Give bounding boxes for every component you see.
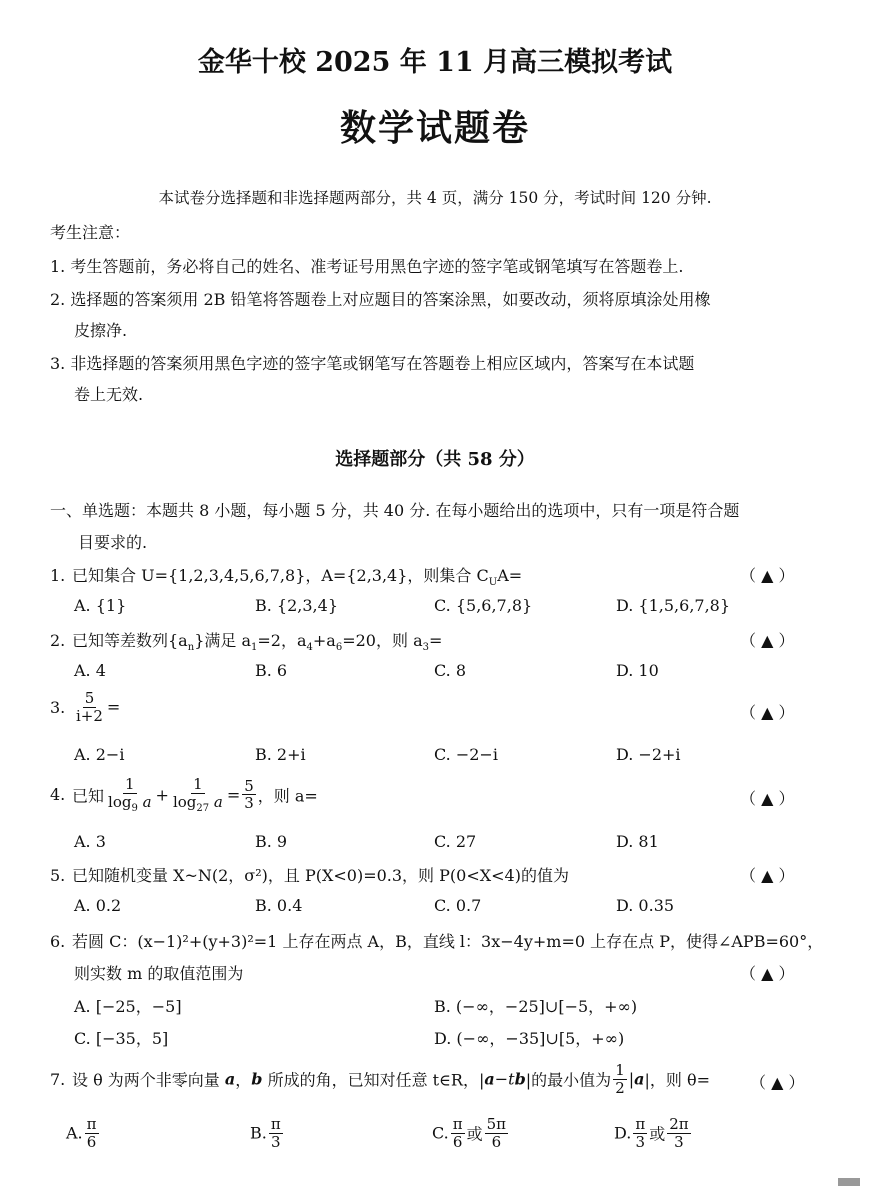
question-number: 4. bbox=[50, 785, 66, 805]
question-7-stem bbox=[50, 1062, 710, 1096]
option-d: D. 81 bbox=[616, 832, 659, 851]
option-c: C. 0.7 bbox=[434, 896, 482, 915]
fraction bbox=[106, 776, 154, 814]
option-label: C. bbox=[432, 1123, 449, 1143]
subscript: U bbox=[488, 577, 498, 589]
vector-a: a bbox=[224, 1069, 236, 1089]
option-c bbox=[432, 1116, 510, 1150]
denominator: i+2 bbox=[76, 706, 103, 725]
question-text: 所成的角，已知对任意 t∈R，| bbox=[262, 1070, 485, 1090]
subscript: 3 bbox=[422, 642, 429, 654]
answer-blank: （ ▲ ） bbox=[740, 866, 795, 885]
log-text: log bbox=[172, 792, 197, 811]
notice-item-continued: 卷上无效. bbox=[74, 385, 144, 404]
notice-item: 2. 选择题的答案须用 2B 铅笔将答题卷上对应题目的答案涂黑，如要改动，须将原填涂处用橡 bbox=[50, 290, 711, 309]
question-text: 已知随机变量 X~N(2，σ²)，且 P(X<0)=0.3，则 P(0<X<4)的值为 bbox=[72, 866, 569, 885]
question-5-stem bbox=[50, 863, 569, 886]
question-text: = bbox=[429, 631, 443, 650]
operator: + bbox=[155, 785, 169, 805]
notice-item: 1. 考生答题前，务必将自己的姓名、准考证号用黑色字迹的签字笔或钢笔填写在答题卷上. bbox=[50, 257, 684, 276]
question-number: 6. bbox=[50, 932, 66, 951]
denominator: 6 bbox=[86, 1132, 97, 1151]
numerator: 5 bbox=[244, 776, 254, 795]
question-3-stem bbox=[50, 690, 120, 724]
denominator: 3 bbox=[271, 1132, 281, 1151]
subscript: 27 bbox=[196, 802, 210, 814]
question-number: 7. bbox=[50, 1069, 66, 1089]
option-a: A. 4 bbox=[74, 661, 106, 680]
option-d: D. 0.35 bbox=[616, 896, 675, 915]
option-c: C. [−35，5] bbox=[74, 1029, 169, 1048]
question-text: +a bbox=[312, 631, 336, 650]
denominator: 6 bbox=[491, 1132, 502, 1151]
option-c: C. {5,6,7,8} bbox=[434, 596, 533, 615]
subscript: 4 bbox=[306, 642, 313, 654]
answer-blank: （ ▲ ） bbox=[750, 1073, 805, 1092]
option-a bbox=[66, 1116, 101, 1150]
denominator: 2 bbox=[615, 1078, 625, 1097]
option-a: A. {1} bbox=[74, 596, 127, 615]
question-text: }满足 a bbox=[194, 631, 251, 650]
question-text: =2，a bbox=[257, 631, 307, 650]
watermark-logo bbox=[838, 1178, 860, 1186]
question-text: 若圆 C：(x−1)²+(y+3)²=1 上存在两点 A，B，直线 l：3x−4y+m=0 上存在点 P，使得∠APB=60°， bbox=[72, 932, 824, 951]
fraction bbox=[242, 778, 256, 812]
subscript: n bbox=[187, 642, 195, 654]
numerator: 1 bbox=[615, 1061, 625, 1079]
paper-subtitle: 数学试题卷 bbox=[339, 107, 530, 149]
numerator: π bbox=[452, 1115, 463, 1133]
vector-a: a bbox=[484, 1069, 495, 1089]
denominator: 3 bbox=[674, 1132, 684, 1151]
option-label: A. bbox=[66, 1123, 83, 1143]
option-b: B. 9 bbox=[255, 832, 288, 851]
question-number: 2. bbox=[50, 631, 66, 650]
question-4-stem bbox=[50, 776, 318, 814]
option-c: C. −2−i bbox=[434, 745, 498, 764]
option-a: A. 3 bbox=[74, 832, 106, 851]
question-text: |，则 θ= bbox=[644, 1070, 711, 1090]
question-text: =20，则 a bbox=[342, 631, 423, 650]
numerator: 1 bbox=[193, 775, 203, 793]
denominator bbox=[106, 794, 154, 814]
fraction bbox=[633, 1116, 647, 1150]
question-6-stem-continued: 则实数 m 的取值范围为 bbox=[74, 964, 244, 983]
question-text: ，则 a= bbox=[257, 786, 318, 806]
question-text: 已知集合 U={1,2,3,4,5,6,7,8}，A={2,3,4}，则集合 C bbox=[72, 566, 489, 585]
vector-b: b bbox=[514, 1069, 526, 1089]
variable: a bbox=[137, 792, 152, 811]
question-text: A= bbox=[497, 566, 523, 585]
notice-heading: 考生注意： bbox=[50, 223, 131, 242]
question-text: | bbox=[628, 1069, 635, 1089]
answer-blank: （ ▲ ） bbox=[740, 703, 795, 722]
answer-blank: （ ▲ ） bbox=[740, 789, 795, 808]
question-text: 设 θ 为两个非零向量 bbox=[72, 1070, 225, 1090]
question-2-stem bbox=[50, 628, 442, 653]
question-text: ， bbox=[235, 1070, 252, 1090]
answer-blank: （ ▲ ） bbox=[740, 964, 795, 983]
fraction bbox=[667, 1116, 690, 1150]
fraction bbox=[613, 1062, 627, 1096]
denominator: 3 bbox=[244, 794, 254, 813]
numerator: 1 bbox=[125, 775, 135, 793]
variable: a bbox=[209, 792, 223, 811]
option-b: B. 0.4 bbox=[255, 896, 303, 915]
subscript: 6 bbox=[335, 642, 343, 654]
question-text: |的最小值为 bbox=[525, 1070, 612, 1090]
vector-a: a bbox=[634, 1069, 645, 1089]
option-label: D. bbox=[614, 1123, 632, 1143]
log-text: log bbox=[108, 792, 132, 811]
option-a: A. [−25，−5] bbox=[74, 997, 182, 1016]
vector-b: b bbox=[251, 1069, 263, 1089]
question-text: 已知 bbox=[72, 786, 105, 806]
fraction bbox=[485, 1116, 508, 1150]
question-text: −t bbox=[494, 1069, 515, 1089]
notice-item-continued: 皮擦净. bbox=[74, 321, 128, 340]
fraction bbox=[269, 1116, 283, 1150]
denominator: 6 bbox=[452, 1132, 463, 1151]
question-6-stem bbox=[50, 929, 823, 952]
numerator: π bbox=[635, 1115, 646, 1133]
option-a: A. 2−i bbox=[74, 745, 125, 764]
denominator bbox=[171, 794, 225, 814]
option-c: C. 8 bbox=[434, 661, 467, 680]
option-c: C. 27 bbox=[434, 832, 477, 851]
option-b: B. {2,3,4} bbox=[255, 596, 338, 615]
question-1-stem bbox=[50, 563, 522, 588]
numerator: 5π bbox=[486, 1115, 507, 1133]
option-a: A. 0.2 bbox=[74, 896, 122, 915]
operator: = bbox=[226, 785, 241, 805]
option-d: D. {1,5,6,7,8} bbox=[616, 596, 731, 615]
option-label: B. bbox=[250, 1123, 267, 1143]
answer-blank: （ ▲ ） bbox=[740, 631, 795, 650]
exam-title: 金华十校 2025 年 11 月高三模拟考试 bbox=[197, 47, 673, 78]
numerator: 2π bbox=[669, 1115, 689, 1133]
numerator: 5 bbox=[84, 689, 95, 707]
option-b: B. (−∞，−25]∪[−5，+∞) bbox=[434, 997, 638, 1016]
option-b: B. 2+i bbox=[255, 745, 306, 764]
part-heading: 选择题部分（共 58 分） bbox=[335, 449, 535, 470]
question-number: 3. bbox=[50, 697, 66, 717]
option-text: 或 bbox=[466, 1124, 483, 1144]
section-heading: 一、单选题：本题共 8 小题，每小题 5 分，共 40 分. 在每小题给出的选项中，只有一项是符合题 bbox=[50, 501, 740, 520]
numerator: π bbox=[270, 1115, 281, 1133]
subscript: 9 bbox=[131, 802, 138, 814]
option-d: D. −2+i bbox=[616, 745, 681, 764]
answer-blank: （ ▲ ） bbox=[740, 566, 795, 585]
option-d: D. 10 bbox=[616, 661, 659, 680]
option-b: B. 6 bbox=[255, 661, 288, 680]
question-text: 已知等差数列{a bbox=[72, 631, 188, 650]
fraction bbox=[451, 1116, 465, 1150]
question-number: 5. bbox=[50, 866, 66, 885]
option-d bbox=[614, 1116, 693, 1150]
fraction bbox=[171, 776, 225, 814]
denominator: 3 bbox=[635, 1132, 646, 1151]
exam-intro: 本试卷分选择题和非选择题两部分，共 4 页，满分 150 分，考试时间 120 分钟. bbox=[158, 189, 712, 207]
subscript: 1 bbox=[251, 642, 258, 654]
option-text: 或 bbox=[649, 1124, 666, 1144]
fraction bbox=[85, 1116, 99, 1150]
section-heading-continued: 目要求的. bbox=[78, 533, 148, 552]
numerator: π bbox=[86, 1115, 97, 1133]
notice-item: 3. 非选择题的答案须用黑色字迹的签字笔或钢笔写在答题卷上相应区域内，答案写在本试题 bbox=[50, 354, 695, 373]
question-text: = bbox=[106, 697, 121, 717]
fraction bbox=[74, 690, 105, 724]
question-number: 1. bbox=[50, 566, 66, 585]
option-b bbox=[250, 1116, 285, 1150]
option-d: D. (−∞，−35]∪[5，+∞) bbox=[434, 1029, 625, 1048]
